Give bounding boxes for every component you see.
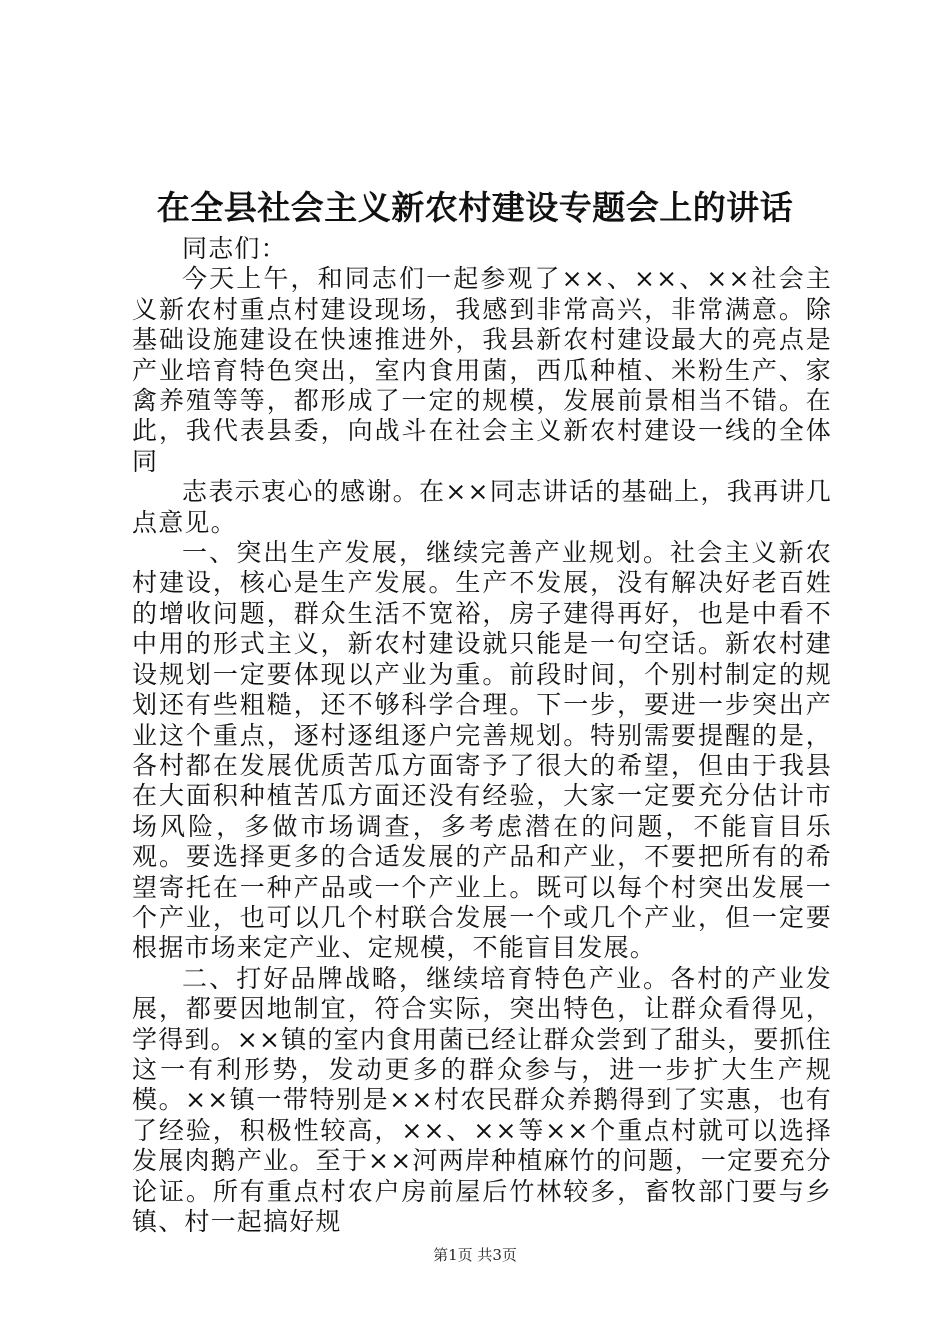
page-title: 在全县社会主义新农村建设专题会上的讲话	[156, 188, 794, 227]
paragraph-point-one: 一、突出生产发展，继续完善产业规划。社会主义新农村建设，核心是生产发展。生产不发展，没有解决好老百姓的增收问题，群众生活不宽裕，房子建得再好，也是中看不中用的形式主义，新农村建设就只能是一句空话。新农村建设规划一定要体现以产业为重。前段时间，个别村制定的规划还有些粗糙，还不够科学合理。下一步，要进一步突出产业这个重点，逐村逐组逐户完善规划。特别需要提醒的是，各村都在发展优质苦瓜方面寄予了很大的希望，但由于我县在大面积种植苦瓜方面还没有经验，大家一定要充分估计市场风险，多做市场调查，多考虑潜在的问题，不能盲目乐观。要选择更多的合适发展的产品和产业，不要把所有的希望寄托在一种产品或一个产业上。既可以每个村突出发展一个产业，也可以几个村联合发展一个或几个产业，但一定要根据市场来定产业、定规模，不能盲目发展。	[132, 538, 832, 963]
paragraph-point-two: 二、打好品牌战略，继续培育特色产业。各村的产业发展，都要因地制宜，符合实际，突出特色，让群众看得见，学得到。××镇的室内食用菌已经让群众尝到了甜头，要抓住这一有利形势，发动更多的群众参与，进一步扩大生产规模。××镇一带特别是××村农民群众养鹅得到了实惠，也有了经验，积极性较高，××、××等××个重点村就可以选择发展肉鹅产业。至于××河两岸种植麻竹的问题，一定要充分论证。所有重点村农户房前屋后竹林较多，畜牧部门要与乡镇、村一起搞好规	[132, 963, 832, 1236]
paragraph-opening: 今天上午，和同志们一起参观了××、××、××社会主义新农村重点村建设现场，我感到非常高兴，非常满意。除基础设施建设在快速推进外，我县新农村建设最大的亮点是产业培育特色突出，室内食用菌，西瓜种植、米粉生产、家禽养殖等等，都形成了一定的规模，发展前景相当不错。在此，我代表县委，向战斗在社会主义新农村建设一线的全体同	[132, 264, 832, 476]
paragraph-thanks: 志表示衷心的感谢。在××同志讲话的基础上，我再讲几点意见。	[132, 477, 832, 537]
paragraph-salutation: 同志们：	[182, 234, 287, 263]
document-body	[132, 234, 832, 1237]
page-number-footer: 第1页 共3页	[433, 1246, 517, 1264]
